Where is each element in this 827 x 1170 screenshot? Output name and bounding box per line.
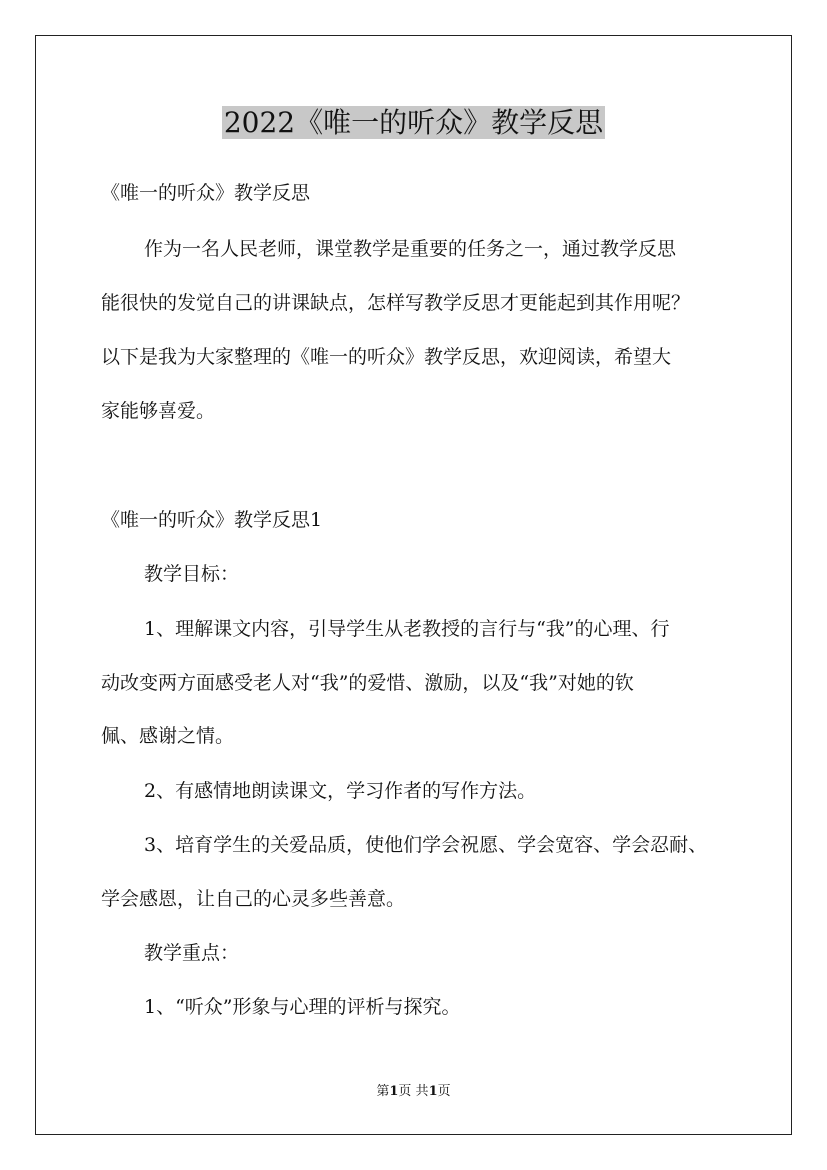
current-page-number: 1	[389, 1084, 399, 1099]
section-heading: 《唯一的听众》教学反思1	[101, 509, 323, 531]
subtitle-line: 《唯一的听众》教学反思	[101, 182, 311, 204]
paragraph-line: 1、理解课文内容，引导学生从老教授的言行与“我”的心理、行	[144, 618, 670, 640]
paragraph-line: 作为一名人民老师，课堂教学是重要的任务之一，通过教学反思	[144, 238, 677, 260]
paragraph-line: 能很快的发觉自己的讲课缺点，怎样写教学反思才更能起到其作用呢？	[101, 292, 691, 314]
document-title	[0, 103, 827, 143]
paragraph-line: 2、有感情地朗读课文，学习作者的写作方法。	[144, 780, 537, 802]
paragraph-line: 教学重点：	[144, 942, 240, 964]
paragraph-line: 佩、感谢之情。	[101, 725, 235, 747]
document-title-text: 2022《唯一的听众》教学反思	[223, 106, 604, 139]
footer-prefix: 第	[376, 1084, 390, 1099]
paragraph-line: 教学目标：	[144, 563, 240, 585]
paragraph-line: 1、“听众”形象与心理的评析与探究。	[144, 996, 461, 1018]
total-page-number: 1	[428, 1084, 438, 1099]
paragraph-line: 3、培育学生的关爱品质，使他们学会祝愿、学会宽容、学会忍耐、	[144, 834, 708, 856]
footer-mid: 页 共	[398, 1084, 429, 1099]
paragraph-line: 家能够喜爱。	[101, 400, 216, 422]
footer-suffix: 页	[437, 1084, 451, 1099]
page-footer	[0, 1083, 827, 1101]
paragraph-line: 学会感恩，让自己的心灵多些善意。	[101, 888, 406, 910]
paragraph-line: 以下是我为大家整理的《唯一的听众》教学反思，欢迎阅读，希望大	[101, 346, 672, 368]
paragraph-line: 动改变两方面感受老人对“我”的爱惜、激励，以及“我”对她的钦	[101, 672, 634, 694]
